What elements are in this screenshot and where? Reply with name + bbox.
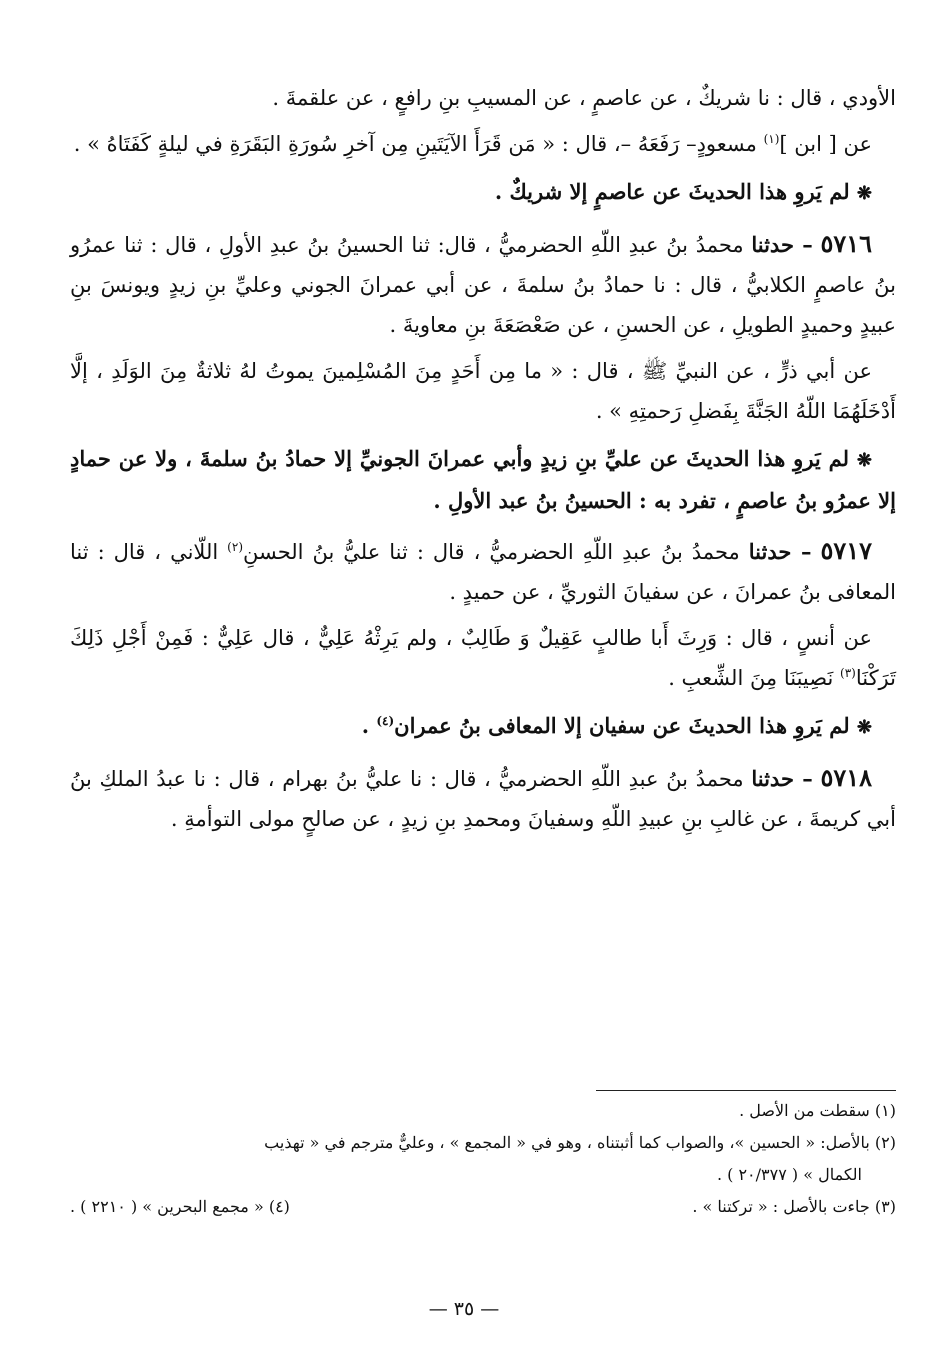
footnote-2-cont xyxy=(70,1160,896,1190)
footnote-1 xyxy=(70,1096,896,1126)
hadith-header: – حدثنا xyxy=(751,766,813,791)
paragraph-text: مسعودٍ– رَفَعَهُ –، قال : « مَن قَرَأَ الآيَتَينِ مِن آخرِ سُورَةِ البَقَرَةِ في ليلةٍ كَفَتَاهُ » . xyxy=(73,132,764,156)
hadith-5716 xyxy=(70,224,896,345)
hadith-5717-matn xyxy=(70,618,896,698)
hadith-text: محمدُ بنُ عبدِ اللّهِ الحضرميُّ ، قال : نا عليُّ بنُ بهرام ، قال : نا عبدُ الملكِ بنُ أبي كريمةَ ، عن غالبِ بنِ عبيدِ اللّهِ وسفيانَ ومحمدِ بنِ زيدٍ ، عن صالحٍ مولى التوأمةِ . xyxy=(70,767,896,831)
hadith-5717 xyxy=(70,531,896,612)
page-number: — ٣٥ — xyxy=(428,1298,500,1320)
footnote-row-3-4 xyxy=(70,1192,896,1222)
footnote-ref-1[interactable]: (١) xyxy=(763,132,780,146)
hadith-5718 xyxy=(70,758,896,839)
note-text: لم يَروِ هذا الحديثَ عن سفيان إلا المعافى بنُ عمران xyxy=(394,713,850,738)
hadith-text: محمدُ بنُ عبدِ اللّهِ الحضرميُّ ، قال : ثنا عليُّ بنُ الحسنِ xyxy=(243,540,749,564)
note-text: لم يَروِ هذا الحديثَ عن عليِّ بنِ زيدٍ وأبي عمرانَ الجونيِّ إلا حمادُ بنُ سلمةَ ، ولا عن حمادٍ إلا عمرُو بنُ عاصمٍ ، تفرد به : الحسينُ بنُ عبد الأولِ . xyxy=(70,446,896,513)
paragraph-1 xyxy=(70,78,896,118)
hadith-text: اللّاني ، قال : ثنا المعافى بنُ عمرانَ ، عن سفيانَ الثوريِّ ، عن حميدٍ . xyxy=(70,540,896,604)
footnote-2 xyxy=(70,1128,896,1158)
note-text: لم يَروِ هذا الحديثَ عن عاصمٍ إلا شريكٌ . xyxy=(494,179,850,204)
hadith-text: عن أبي ذرٍّ ، عن النبيِّ ﷺ ، قال : « ما مِن أَحَدٍ مِنَ المُسْلِمينَ يموتُ لهُ ثلاثةٌ مِنَ الوَلَدِ ، إلَّا أَدْخَلَهُمَا اللّهُ الجَنَّةَ بِفَضلِ رَحمتِهِ » . xyxy=(70,359,896,423)
hadith-text: عن أنسٍ ، قال : وَرِثَ أَبا طالبٍ عَقِيلٌ وَ طَالِبٌ ، ولم يَرِثْهُ عَلِيٌّ ، قال عَلِيٌّ : فَمِنْ أَجْلِ ذَلِكَ تَرَكْنَا xyxy=(70,626,896,690)
paragraph-text: عن [ ابن ] xyxy=(779,132,872,156)
asterism-icon: ❋ xyxy=(856,450,872,471)
main-text xyxy=(70,78,896,845)
hadith-header: – حدثنا xyxy=(751,232,813,257)
note-1 xyxy=(70,172,896,214)
hadith-text: نَصِيبَنَا مِنَ الشِّعبِ . xyxy=(668,666,840,690)
note-3 xyxy=(70,706,896,748)
asterism-icon: ❋ xyxy=(856,183,872,204)
paragraph-text: الأودي ، قال : نا شريكٌ ، عن عاصمٍ ، عن المسيبِ بنِ رافعٍ ، عن علقمةَ . xyxy=(272,86,896,110)
footnote-4: (٤) « مجمع البحرين » ( ٢٢١٠ ) . xyxy=(70,1197,290,1216)
footnote-text: (١) سقطت من الأصل . xyxy=(739,1101,896,1120)
footnotes xyxy=(70,1096,896,1224)
hadith-number: ٥٧١٨ xyxy=(820,763,872,792)
footnote-separator xyxy=(596,1090,896,1091)
footnote-text: (٢) بالأصل: « الحسين »، والصواب كما أثبتناه ، وهو في « المجمع » ، وعليٌّ مترجم في « تهذيب xyxy=(264,1133,896,1152)
paragraph-2 xyxy=(70,124,896,164)
footnote-ref-4[interactable]: (٤) xyxy=(376,714,395,728)
hadith-number: ٥٧١٦ xyxy=(820,229,872,258)
hadith-text: محمدُ بنُ عبدِ اللّهِ الحضرميُّ ، قال: ثنا الحسينُ بنُ عبدِ الأولِ ، قال : ثنا عمرُو بنُ عاصمٍ الكلابيُّ ، قال : نا حمادُ بنُ سلمةَ ، عن أبي عمرانَ الجوني وعليِّ بنِ زيدٍ ويونسَ بنِ عبيدٍ وحميدٍ الطويلِ ، عن الحسنِ ، عن صَعْصَعَةَ بنِ معاويةَ . xyxy=(70,233,896,337)
hadith-5716-matn xyxy=(70,351,896,431)
hadith-header: – حدثنا xyxy=(748,539,812,564)
note-text: . xyxy=(361,713,377,738)
asterism-icon: ❋ xyxy=(856,717,872,738)
footnote-ref-3[interactable]: (٣) xyxy=(840,666,856,680)
hadith-number: ٥٧١٧ xyxy=(820,536,872,565)
footnote-ref-2[interactable]: (٢) xyxy=(227,540,243,554)
note-2 xyxy=(70,439,896,521)
footnote-3: (٣) جاءت بالأصل : « تركتنا » . xyxy=(692,1197,896,1216)
footnote-text: الكمال » ( ٢٠/٣٧٧ ) . xyxy=(716,1165,862,1184)
